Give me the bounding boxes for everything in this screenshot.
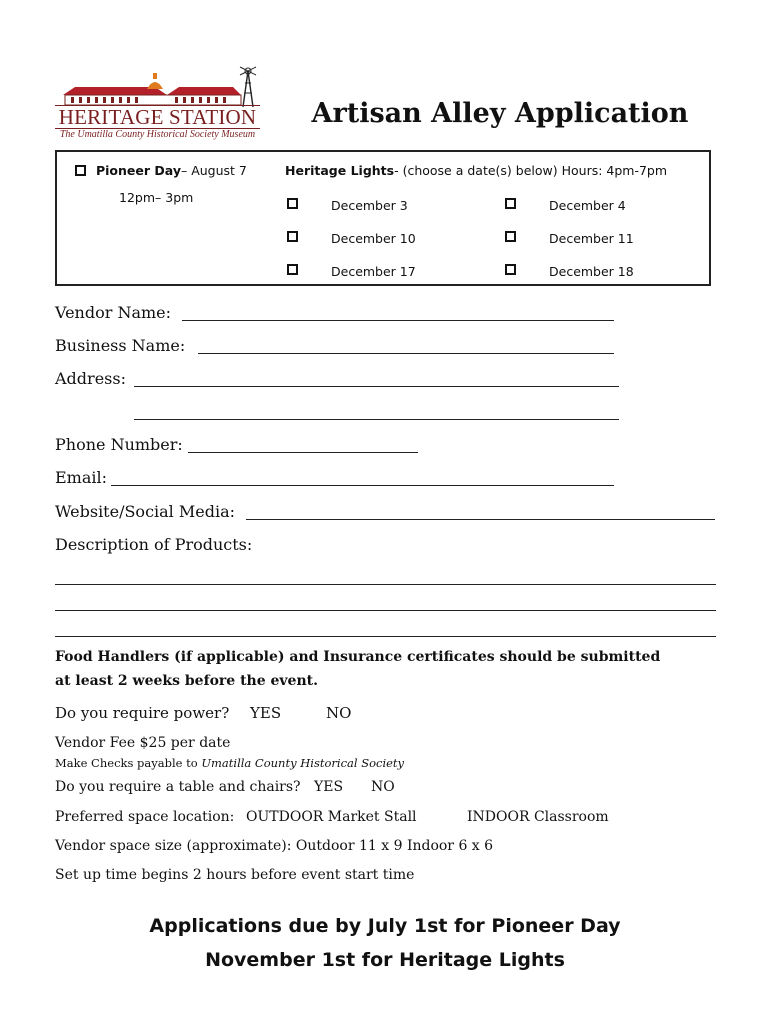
december-11-checkbox[interactable] (505, 231, 516, 242)
deadline-pioneer-day: Applications due by July 1st for Pioneer Day (149, 915, 621, 937)
vendor-name-field[interactable] (182, 320, 614, 321)
table-no[interactable]: NO (371, 779, 395, 795)
december-4-label: December 4 (549, 198, 626, 213)
description-field-line-1[interactable] (55, 584, 716, 585)
phone-field[interactable] (188, 452, 418, 453)
december-4-checkbox[interactable] (505, 198, 516, 209)
address-field-line-1[interactable] (134, 386, 619, 387)
heritage-lights-note: - (choose a date(s) below) Hours: 4pm-7pm (394, 163, 668, 178)
logo-tagline: The Umatilla County Historical Society Museum (59, 129, 256, 140)
december-18-label: December 18 (549, 264, 634, 279)
december-18-checkbox[interactable] (505, 264, 516, 275)
description-field-line-3[interactable] (55, 636, 716, 637)
certificate-notice-line-1: Food Handlers (if applicable) and Insurance certificates should be submitted (55, 649, 661, 665)
page-title: Artisan Alley Application (311, 98, 689, 129)
power-yes[interactable]: YES (250, 704, 282, 722)
address-field-line-2[interactable] (134, 419, 619, 420)
december-10-label: December 10 (331, 231, 416, 246)
pioneer-day-option[interactable] (75, 163, 247, 178)
setup-time-text: Set up time begins 2 hours before event start time (55, 867, 415, 883)
power-no[interactable]: NO (326, 704, 352, 722)
business-name-field[interactable] (198, 353, 614, 354)
vendor-name-label: Vendor Name: (55, 303, 172, 322)
email-label: Email: (55, 468, 108, 487)
space-outdoor-option[interactable]: OUTDOOR Market Stall (246, 809, 417, 825)
power-question: Do you require power? (55, 704, 230, 722)
website-field[interactable] (246, 519, 715, 520)
pioneer-day-hours: 12pm– 3pm (119, 190, 194, 205)
space-location-label: Preferred space location: (55, 809, 235, 825)
december-17-checkbox[interactable] (287, 264, 298, 275)
pioneer-day-checkbox[interactable] (75, 165, 86, 176)
description-field-line-2[interactable] (55, 610, 716, 611)
table-yes[interactable]: YES (314, 779, 344, 795)
december-17-label: December 17 (331, 264, 416, 279)
pioneer-day-date: – August 7 (180, 163, 247, 178)
heritage-lights-label: Heritage Lights (285, 163, 395, 178)
address-label: Address: (55, 369, 126, 388)
logo-name: HERITAGE STATION (55, 105, 260, 129)
checks-payable-text (55, 756, 404, 770)
website-label: Website/Social Media: (55, 502, 236, 521)
december-10-checkbox[interactable] (287, 231, 298, 242)
december-11-label: December 11 (549, 231, 634, 246)
december-3-checkbox[interactable] (287, 198, 298, 209)
email-field[interactable] (111, 485, 614, 486)
business-name-label: Business Name: (55, 336, 186, 355)
space-indoor-option[interactable]: INDOOR Classroom (467, 809, 609, 825)
space-size-text: Vendor space size (approximate): Outdoor 11 x 9 Indoor 6 x 6 (55, 838, 494, 854)
certificate-notice-line-2: at least 2 weeks before the event. (55, 673, 318, 689)
station-building-icon (55, 65, 260, 107)
checks-payee: Umatilla County Historical Society (201, 756, 405, 770)
heritage-station-logo (55, 65, 260, 143)
checks-prefix: Make Checks payable to (55, 756, 202, 770)
deadline-heritage-lights: November 1st for Heritage Lights (205, 949, 565, 971)
vendor-fee-text: Vendor Fee $25 per date (55, 735, 231, 751)
description-label: Description of Products: (55, 535, 253, 554)
table-question: Do you require a table and chairs? (55, 779, 301, 795)
phone-label: Phone Number: (55, 435, 183, 454)
heritage-lights-heading (285, 163, 667, 178)
pioneer-day-label: Pioneer Day (95, 163, 181, 178)
december-3-label: December 3 (331, 198, 408, 213)
